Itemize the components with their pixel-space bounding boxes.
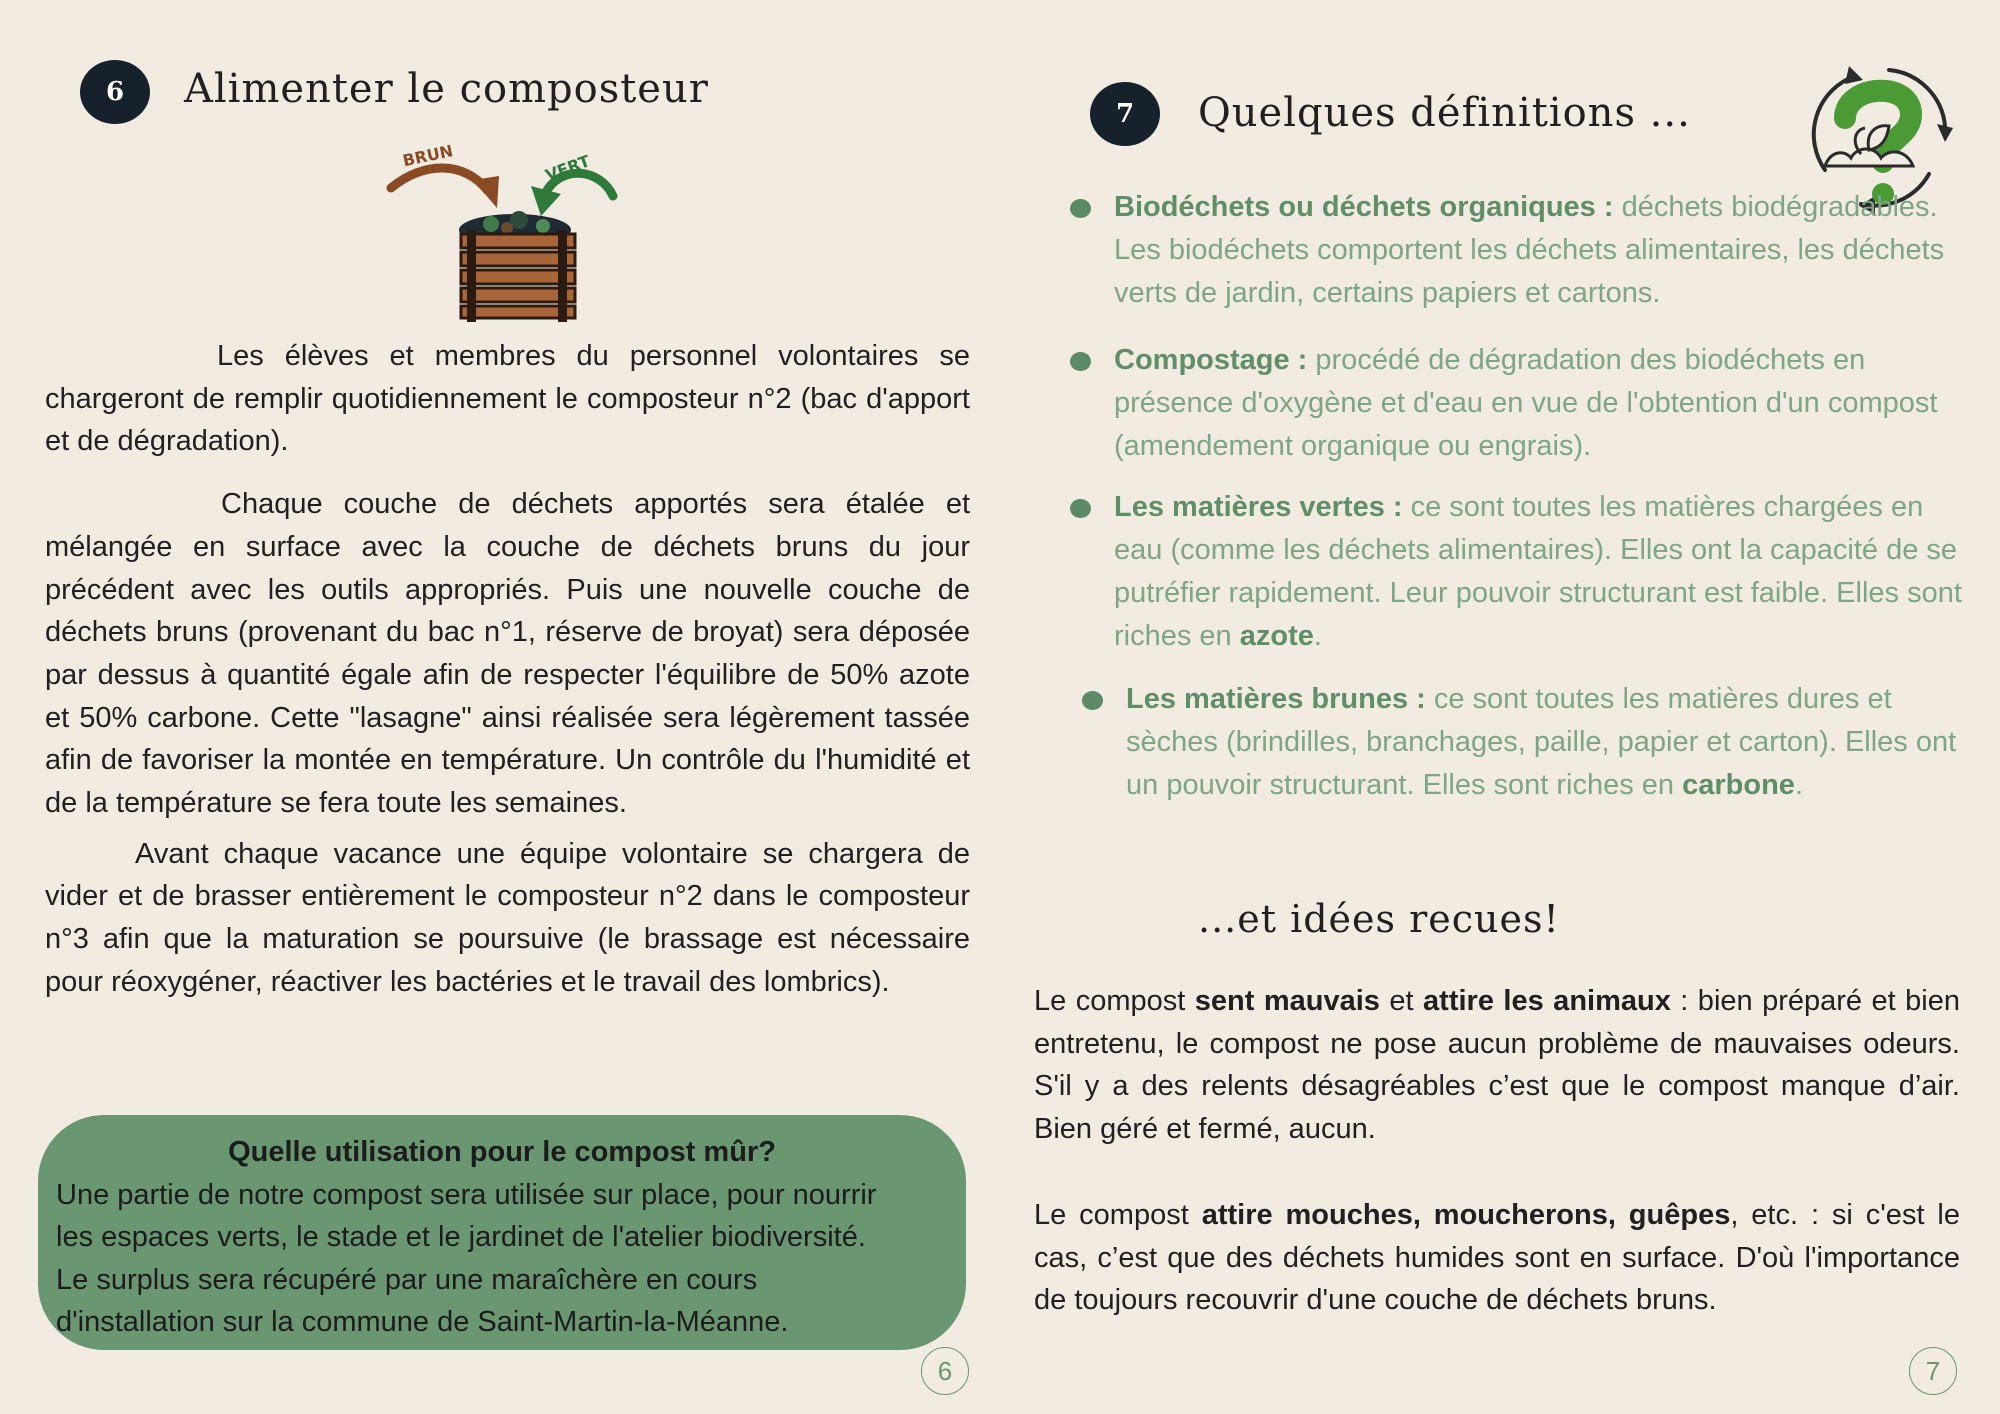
definition-text: déchets biodégradables. Les biodéchets comportent les déchets alimentaires, les déchets verts de jardin, certains papiers et cartons. [1114, 191, 1945, 309]
crate-plank-1 [461, 234, 575, 248]
paragraph-3: Avant chaque vacance une équipe volontaire se chargera de vider et de brasser entièrement le composteur n°2 dans le composteur n°3 afin que la maturation se poursuive (le brassage est nécessaire pour réoxygéner, réactiver les bactéries et le travail des lombrics). [45, 837, 970, 998]
definition-term: Les matières brunes : [1126, 683, 1426, 715]
definition-term: Biodéchets ou déchets organiques : [1114, 191, 1614, 223]
page-number-right: 7 [1909, 1347, 1957, 1395]
myth-keyword: attire les animaux [1423, 985, 1671, 1017]
definition-term: Les matières vertes : [1114, 491, 1403, 523]
myth-text-run: Le compost [1034, 1199, 1202, 1231]
label-vert: VERT [542, 151, 593, 185]
myth-keyword: attire mouches, moucherons, guêpes [1201, 1199, 1731, 1231]
section-subtitle: ...et idées recues! [1198, 897, 1560, 941]
crate-post-right [558, 230, 567, 322]
myth-text-run: Le compost [1034, 985, 1195, 1017]
definition-item [1070, 486, 1970, 658]
myth-text-run: : bien préparé et bien entretenu, le compost ne pose aucun problème de mauvaises odeurs. S'il y a des relents désagréables c’est que le compost manque d’air. Bien géré et fermé, aucun. [1034, 985, 1960, 1146]
bullet-icon [1082, 691, 1103, 710]
myth-text-run: , etc. : si c'est le cas, c’est que des déchets humides sont en surface. D'où l'importance de toujours recouvrir d'une couche de déchets bruns. [1034, 1199, 1960, 1317]
myth-paragraph [1034, 980, 1960, 1151]
crate-post-left [467, 230, 476, 322]
section-number-badge: 6 [80, 60, 150, 124]
definition-text: ce sont toutes les matières chargées en eau (comme les déchets alimentaires). Elles ont la capacité de se putréfier rapidement. Leur pouvoir structurant est faible. Elles sont riches en [1114, 491, 1962, 652]
paragraph-2: Chaque couche de déchets apportés sera étalée et mélangée en surface avec la couche de déchets bruns du jour précédent avec les outils appropriés. Puis une nouvelle couche de déchets bruns (provenant du bac n°1, réserve de broyat) sera déposée par dessus à quantité égale afin de respecter l'équilibre de 50% azote et 50% carbone. Cette "lasagne" ainsi réalisée sera légèrement tassée afin de favoriser la montée en température. Un contrôle du l'humidité et de la température se fera toute les semaines. [45, 488, 970, 820]
box-title: Quelle utilisation pour le compost mûr? [228, 1136, 776, 1168]
box-line: Le surplus sera récupéré par une maraîchère en cours [56, 1263, 758, 1296]
section-number-badge: 7 [1090, 82, 1160, 146]
crate-plank-5 [461, 306, 575, 318]
crate-plank-2 [461, 252, 575, 266]
definition-item [1070, 339, 1970, 468]
myth-paragraph [1034, 1194, 1960, 1322]
crate-plank-4 [461, 288, 575, 302]
definition-item [1070, 186, 1970, 315]
page-number-left: 6 [921, 1347, 969, 1395]
definition-end: . [1794, 769, 1804, 801]
page-title: Alimenter le composteur [184, 66, 709, 112]
myth-text-run: et [1379, 985, 1424, 1017]
bullet-icon [1070, 352, 1091, 371]
myth-keyword: sent mauvais [1194, 985, 1380, 1017]
definition-end: . [1313, 620, 1322, 652]
box-line: Une partie de notre compost sera utilisée sur place, pour nourrir [56, 1178, 877, 1211]
definition-text: ce sont toutes les matières dures et sèches (brindilles, branchages, paille, papier et carton). Elles ont un pouvoir structurant. Elles sont riches en [1126, 683, 1957, 801]
definition-text: procédé de dégradation des biodéchets en présence d'oxygène et d'eau en vue de l'obtention d'un compost (amendement organique ou engrais). [1114, 344, 1938, 462]
brown-arrow [391, 168, 487, 190]
definition-keyword: carbone [1682, 769, 1795, 801]
box-line: d'installation sur la commune de Saint-Martin-la-Méanne. [56, 1306, 789, 1338]
page-title: Quelques définitions ... [1198, 90, 1691, 136]
crate-plank-3 [461, 270, 575, 284]
compost-bin-illustration [385, 140, 625, 322]
definitions-list [1070, 186, 1970, 807]
definition-item [1082, 678, 1970, 807]
paragraph-1: Les élèves et membres du personnel volontaires se chargeront de remplir quotidiennement le composteur n°2 (bac d'apport et de dégradation). [45, 340, 970, 458]
compost-usage-box [38, 1115, 966, 1350]
bullet-icon [1070, 499, 1091, 518]
definition-keyword: azote [1239, 620, 1314, 652]
left-body-text [45, 335, 970, 1004]
label-brun: BRUN [400, 141, 455, 171]
definition-term: Compostage : [1114, 344, 1308, 376]
bullet-icon [1070, 199, 1091, 218]
brown-arrow-head [473, 176, 499, 208]
box-line: les espaces verts, le stade et le jardinet de l'atelier biodiversité. [56, 1221, 866, 1253]
green-arrow-head [531, 186, 561, 216]
